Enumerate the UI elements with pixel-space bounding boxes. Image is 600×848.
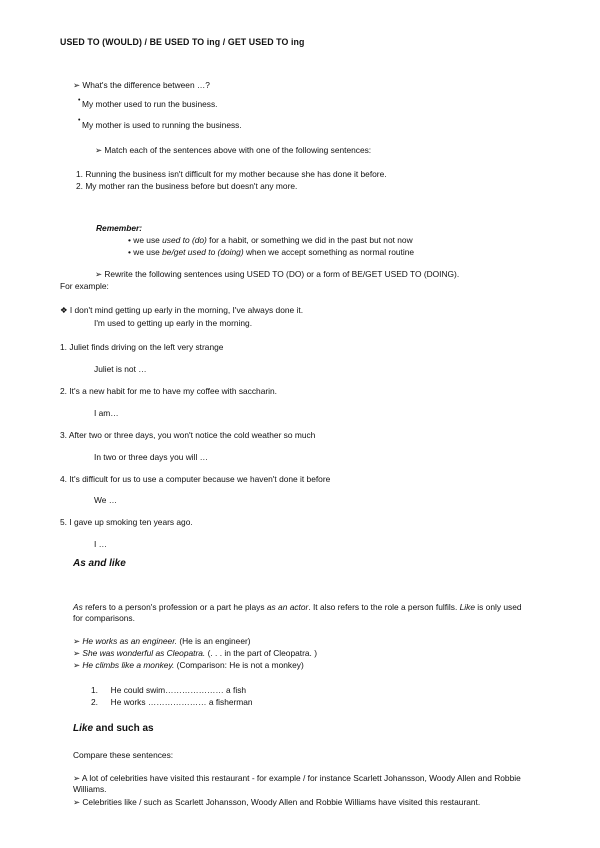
diamond-icon: ❖ bbox=[60, 305, 68, 315]
as-like-exercise: 1. He could swim………………… a fish bbox=[91, 685, 247, 695]
as-like-exercise: 2. He works ………………… a fisherman bbox=[91, 697, 253, 707]
exercise-prompt: We … bbox=[94, 495, 118, 505]
arrow-icon: ➢ bbox=[73, 773, 81, 783]
arrow-icon: ➢ bbox=[73, 80, 81, 90]
bullet-icon: • bbox=[78, 117, 81, 124]
example-sentence: ❖ I don't mind getting up early in the morning, I've always done it. bbox=[60, 305, 304, 315]
sentence-a: My mother used to run the business. bbox=[82, 99, 218, 109]
exercise-sentence: 1. Juliet finds driving on the left very strange bbox=[60, 342, 224, 352]
rewrite-for-example: For example: bbox=[60, 281, 109, 291]
page-title: USED TO (WOULD) / BE USED TO ing / GET USED TO ing bbox=[60, 37, 305, 47]
arrow-icon: ➢ bbox=[95, 269, 103, 279]
exercise-sentence: 3. After two or three days, you won't notice the cold weather so much bbox=[60, 430, 316, 440]
arrow-icon: ➢ bbox=[73, 660, 81, 670]
bullet-icon: • bbox=[78, 97, 81, 104]
compare-intro: Compare these sentences: bbox=[73, 750, 174, 760]
arrow-icon: ➢ bbox=[95, 145, 103, 155]
remember-rule-1: • we use used to (do) for a habit, or something we did in the past but not now bbox=[128, 235, 413, 245]
section-heading-as-like: As and like bbox=[73, 558, 126, 569]
bullet-icon: • bbox=[128, 235, 131, 245]
sentence-b: My mother is used to running the business. bbox=[82, 120, 242, 130]
arrow-icon: ➢ bbox=[73, 648, 81, 658]
match-option: 2. My mother ran the business before but doesn't any more. bbox=[76, 181, 298, 191]
as-like-explanation: As refers to a person's profession or a part he plays as an actor. It also refers to the role a person fulfils. Like is only used for comparisons. bbox=[73, 602, 522, 623]
remember-rule-2: • we use be/get used to (doing) when we accept something as normal routine bbox=[128, 247, 415, 257]
exercise-sentence: 2. It's a new habit for me to have my coffee with saccharin. bbox=[60, 386, 277, 396]
exercise-sentence: 5. I gave up smoking ten years ago. bbox=[60, 517, 193, 527]
exercise-prompt: I am… bbox=[94, 408, 119, 418]
arrow-icon: ➢ bbox=[73, 636, 81, 646]
example-answer: I'm used to getting up early in the morning. bbox=[94, 318, 253, 328]
match-option: 1. Running the business isn't difficult for my mother because she has done it before. bbox=[76, 169, 387, 179]
exercise-sentence: 4. It's difficult for us to use a computer because we haven't done it before bbox=[60, 474, 331, 484]
section-heading-like-such-as: Like and such as bbox=[73, 723, 154, 734]
as-like-example: ➢ He works as an engineer. (He is an engineer) bbox=[73, 636, 251, 646]
exercise-prompt: I … bbox=[94, 539, 108, 549]
compare-sentence-2: ➢ Celebrities like / such as Scarlett Johansson, Woody Allen and Robbie Williams have visited this restaurant. bbox=[73, 797, 481, 807]
exercise-prompt: In two or three days you will … bbox=[94, 452, 209, 462]
bullet-icon: • bbox=[128, 247, 131, 257]
remember-heading: Remember: bbox=[96, 223, 143, 233]
rewrite-instruction: ➢ Rewrite the following sentences using USED TO (DO) or a form of BE/GET USED TO (DOING). bbox=[95, 269, 460, 279]
compare-sentence-1: ➢ A lot of celebrities have visited this restaurant - for example / for instance Scarlett Johansson, Woody Allen and Robbie Williams. bbox=[73, 773, 521, 794]
as-like-example: ➢ He climbs like a monkey. (Comparison: He is not a monkey) bbox=[73, 660, 304, 670]
match-instruction: ➢ Match each of the sentences above with one of the following sentences: bbox=[95, 145, 372, 155]
arrow-icon: ➢ bbox=[73, 797, 81, 807]
as-like-example: ➢ She was wonderful as Cleopatra. (. . . in the part of Cleopatra. ) bbox=[73, 648, 317, 658]
exercise-prompt: Juliet is not … bbox=[94, 364, 147, 374]
intro-question: ➢ What's the difference between …? bbox=[73, 80, 210, 90]
